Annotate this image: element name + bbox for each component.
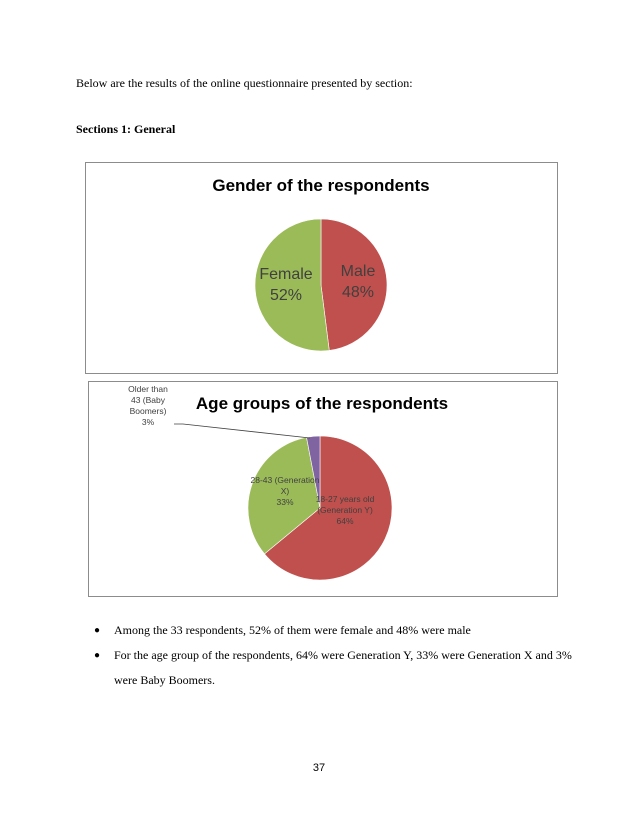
finding-gender: [94, 618, 574, 643]
bullet-icon: ●: [94, 625, 101, 636]
chart-title: Gender of the respondents: [212, 176, 430, 195]
pie-slice-1: [255, 219, 329, 351]
age-chart-svg: [89, 382, 557, 596]
bullet-icon: ●: [94, 650, 101, 661]
pie-label-gen-x: 28-43 (Generation X) 33%: [250, 475, 320, 507]
pie-label-gen-y: 18-27 years old (Generation Y) 64%: [315, 494, 375, 526]
finding-text: For the age group of the respondents, 64% were Generation Y, 33% were Generation X and 3% were Baby Boomers.: [114, 648, 572, 687]
gender-chart-svg: [86, 163, 557, 373]
intro-text: Below are the results of the online questionnaire presented by section:: [76, 76, 413, 90]
pie-label-female: Female 52%: [259, 266, 313, 304]
pie-label-male: Male 48%: [340, 263, 376, 301]
section-heading: Sections 1: General: [76, 122, 176, 136]
finding-text: Among the 33 respondents, 52% of them were female and 48% were male: [114, 623, 471, 637]
leader-line: [174, 424, 310, 438]
findings-list: [94, 618, 574, 693]
page-number: 37: [312, 762, 326, 774]
finding-age: [94, 643, 574, 693]
age-chart: [88, 381, 558, 597]
chart-title: Age groups of the respondents: [195, 394, 449, 413]
gender-chart: [85, 162, 558, 374]
pie-label-boomers: Older than 43 (Baby Boomers) 3%: [128, 384, 168, 427]
